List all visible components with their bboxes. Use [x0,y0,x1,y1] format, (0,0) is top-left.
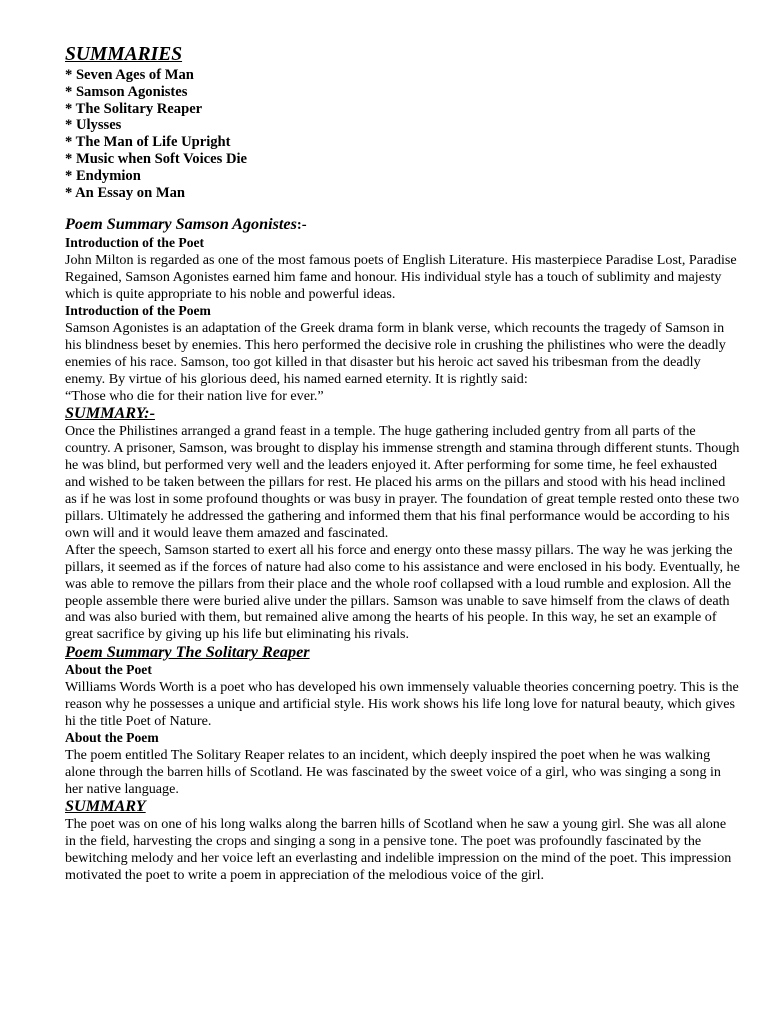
summary-list-item: * Music when Soft Voices Die [65,150,248,167]
reaper-summary-heading: SUMMARY [65,797,146,816]
reaper-heading: Poem Summary The Solitary Reaper [65,643,310,662]
samson-summary-paragraph-1: Once the Philistines arranged a grand feast in a temple. The huge gathering included gentry from all parts of the country. A prisoner, Samson, was brought to display his immense strength and stamina through different stunts. Though he was blind, but performed very well and the leaders enjoyed it. After performing for some time, he feel exhausted and wished to be taken between the pillars for rest. He placed his arms on the pillars and stood with his head inclined as if he was lost in some profound thoughts or was busy in prayer. The foundation of great temple rested onto these two pillars. Ultimately he addressed the gathering and informed them that his final performance would be according to his own will and it would leave them amazed and fascinated. [65,423,740,541]
reaper-poet-heading: About the Poet [65,662,152,678]
reaper-poet-text: Williams Words Worth is a poet who has developed his own immensely valuable theories concerning poetry. This is the reason why he possesses a unique and artificial style. His work shows his life long love for natural beauty, which gives hi the title Poet of Nature. [65,679,739,729]
samson-summary-heading: SUMMARY:- [65,404,155,423]
summary-list-item: * Samson Agonistes [65,83,188,100]
samson-section [65,214,740,643]
reaper-section [65,643,740,884]
samson-heading-tail: :- [296,217,307,234]
summary-list [65,67,740,201]
samson-heading-text: Poem Summary Samson Agonistes [65,215,297,234]
reaper-poem-text: The poem entitled The Solitary Reaper relates to an incident, which deeply inspired the poet when he was walking alone through the barren hills of Scotland. He was fascinated by the sweet voice of a girl, who was singing a song in her native language. [65,746,721,797]
summary-list-item: * Endymion [65,167,141,184]
page-title: SUMMARIES [65,44,183,65]
samson-poem-text: Samson Agonistes is an adaptation of the Greek drama form in blank verse, which recounts the tragedy of Samson in his blindness beset by enemies. This hero performed the decisive role in crushing the philistines who were the deadly enemies of his race. Samson, too got killed in that disaster but his heroic act saved his tribesman from the deadly enemy. By virtue of his glorious deed, his named earned eternity. It is rightly said: [65,319,726,387]
samson-poem-heading: Introduction of the Poem [65,303,211,318]
samson-quote: “Those who die for their nation live for ever.” [65,387,324,404]
samson-heading [65,214,740,235]
summary-list-item: * Ulysses [65,117,122,134]
reaper-summary-text: The poet was on one of his long walks along the barren hills of Scotland when he saw a young girl. She was all alone in the field, harvesting the crops and singing a song in a pensive tone. The poet was profoundly fascinated by the bewitching melody and her voice left an everlasting and indelible impression on the mind of the poet. This impression motivated the poet to write a poem in appreciation of the melodious voice of the girl. [65,816,732,884]
summary-list-item: * Seven Ages of Man [65,67,194,83]
summary-list-item: * The Man of Life Upright [65,134,231,151]
spacer [65,201,740,214]
reaper-poem-heading: About the Poem [65,729,159,745]
summary-list-item: * An Essay on Man [65,184,186,201]
samson-poet-text: John Milton is regarded as one of the most famous poets of English Literature. His masterpiece Paradise Lost, Paradise Regained, Samson Agonistes earned him fame and honour. His individual style has a touch of sublimity and majesty which is quite appropriate to his noble and powerful ideas. [65,252,737,303]
samson-summary-paragraph-2: After the speech, Samson started to exert all his force and energy onto these massy pillars. The way he was jerking the pillars, it seemed as if the forces of nature had also come to his assistance and were enclosed in his body. Eventually, he was able to remove the pillars from their place and the whole roof collapsed with a loud rumble and explosion. All the people assemble there were buried alive under the pillars. Samson was unable to save himself from the claws of death and was also buried with them, but remained alive among the hearts of his people. In this way, he set an example of great sacrifice by giving up his life but eliminating his rivals. [65,541,740,643]
summary-list-item: * The Solitary Reaper [65,100,203,117]
samson-poet-heading: Introduction of the Poet [65,235,205,251]
